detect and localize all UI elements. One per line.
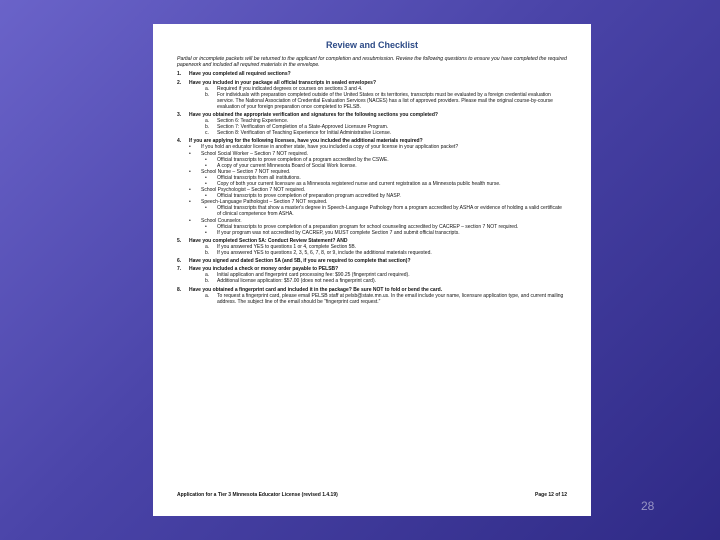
question-text: Have you completed all required sections?	[189, 71, 291, 78]
bullet-text: Official transcripts to prove completion of a preparation program for school counseling accredited by CACREP – section 7 NOT required.	[217, 223, 519, 230]
bullet-text: If you hold an educator license in another state, have you included a copy of your license in your application packet?	[201, 144, 459, 151]
sub-item-text: Section 8: Verification of Teaching Experience for Initial Administrative License.	[217, 130, 392, 137]
sub-item	[177, 92, 567, 110]
question-text: Have you included in your package all official transcripts in sealed envelopes?	[189, 79, 377, 86]
checklist-item	[177, 258, 567, 264]
bullet-text: A copy of your current Minnesota Board of Social Work license.	[217, 162, 357, 169]
sub-item	[177, 293, 567, 305]
bullet-text: Official transcripts to prove completion of a program accredited by the CSWE.	[217, 156, 389, 163]
checklist-item	[177, 266, 567, 284]
question-number: 1.	[177, 71, 182, 78]
bullet-marker: •	[189, 144, 191, 151]
document-footer	[177, 492, 567, 498]
sub-item-letter: a.	[205, 118, 210, 125]
bullet-item	[177, 205, 567, 217]
bullet-marker: •	[189, 199, 191, 206]
sub-item-text: Initial application and fingerprint card processing fee: $90.25 (fingerprint card required).	[217, 272, 410, 279]
sub-item-letter: b.	[205, 91, 210, 98]
bullet-text: Official transcripts from all institutions.	[217, 174, 301, 181]
sub-item-text: To request a fingerprint card, please email PELSB staff at pelsb@state.mn.us. In the email include your name, licensure application type, and current mailing address. The subject line of the email should be “fingerprint card request.”	[217, 292, 564, 305]
bullet-text: Official transcripts that show a master's degree in Speech-Language Pathology from a program accredited by ASHA or evidence of holding a valid certificate of clinical competence from ASHA.	[217, 205, 562, 218]
sub-item-text: Additional license application: $57.00 (does not need a fingerprint card).	[217, 278, 376, 285]
question-text: Have you obtained a fingerprint card and included it in the package? Be sure NOT to fold or bend the card.	[189, 286, 443, 293]
bullet-text: School Social Worker – Section 7 NOT required.	[201, 150, 309, 157]
slide-number: 28	[641, 499, 655, 513]
sub-item-text: Section 6: Teaching Experience.	[217, 118, 289, 125]
checklist-item	[177, 287, 567, 305]
bullet-marker: •	[189, 150, 191, 157]
bullet-marker: •	[205, 156, 207, 163]
bullet-marker: •	[205, 229, 207, 236]
question	[177, 71, 567, 77]
sub-item-text: Section 7: Verification of Completion of a State-Approved Licensure Program.	[217, 124, 389, 131]
sub-item-text: If you answered YES to questions 1 or 4, complete Section 5B.	[217, 243, 357, 250]
question-text: Have you included a check or money order payable to PELSB?	[189, 266, 339, 273]
bullet-marker: •	[189, 168, 191, 175]
sub-item-letter: c.	[205, 130, 209, 137]
checklist-item	[177, 80, 567, 110]
bullet-marker: •	[205, 181, 207, 187]
bullet-text: If your program was not accredited by CACREP, you MUST complete Section 7 and submit official transcripts.	[217, 229, 460, 236]
footer-title: Application for a Tier 3 Minnesota Educator License (revised 1.4.19)	[177, 492, 338, 498]
bullet-marker: •	[205, 205, 207, 212]
bullet-text: School Psychologist – Section 7 NOT required.	[201, 187, 306, 194]
question-number: 3.	[177, 111, 182, 118]
bullet-item	[177, 230, 567, 236]
sub-item-letter: a.	[205, 292, 210, 299]
sub-item-text: Required if you indicated degrees or courses on sections 3 and 4.	[217, 85, 363, 92]
question-text: If you are applying for the following licenses, have you included the additional materials required?	[189, 138, 423, 145]
bullet-marker: •	[189, 217, 191, 224]
checklist-item	[177, 71, 567, 77]
question-text: Have you signed and dated Section 5A (and 5B, if you are required to complete that section)?	[189, 258, 411, 265]
sub-item-letter: b.	[205, 250, 210, 257]
checklist-item	[177, 138, 567, 236]
question	[177, 258, 567, 264]
question-number: 8.	[177, 286, 182, 293]
question-text: Have you completed Section 5A: Conduct Review Statement? AND	[189, 237, 348, 244]
document-page	[153, 24, 591, 516]
bullet-marker: •	[189, 187, 191, 194]
intro-paragraph: Partial or incomplete packets will be returned to the applicant for completion and resubmission. Review the following questions to ensure you have completed the required paperwork and included all required materials in the envelope.	[177, 56, 567, 69]
sub-item-text: If you answered YES to questions 2, 3, 5, 6, 7, 8, or 9, include the additional materials requested.	[217, 250, 432, 257]
checklist-item	[177, 112, 567, 136]
bullet-marker: •	[205, 174, 207, 181]
sub-item-letter: a.	[205, 243, 210, 250]
question-number: 7.	[177, 266, 182, 273]
sub-item	[177, 250, 567, 256]
sub-item	[177, 278, 567, 284]
bullet-text: Official transcripts to prove completion of preparation program accredited by NASP.	[217, 193, 401, 200]
footer-page-number: Page 12 of 12	[535, 492, 567, 498]
bullet-text: School Nurse – Section 7 NOT required.	[201, 168, 291, 175]
bullet-text: Speech-Language Pathologist – Section 7 NOT required.	[201, 199, 328, 206]
sub-item-letter: b.	[205, 124, 210, 131]
bullet-marker: •	[205, 193, 207, 200]
question-number: 4.	[177, 138, 182, 145]
bullet-text: School Counselor.	[201, 217, 242, 224]
checklist	[177, 71, 567, 304]
bullet-marker: •	[205, 162, 207, 169]
question-number: 2.	[177, 79, 182, 86]
question-text: Have you obtained the appropriate verification and signatures for the following sections you completed?	[189, 111, 438, 118]
checklist-item	[177, 238, 567, 256]
sub-item-letter: a.	[205, 272, 210, 279]
document-title: Review and Checklist	[325, 40, 419, 50]
bullet-marker: •	[205, 223, 207, 230]
bullet-text: Copy of both your current licensure as a Minnesota registered nurse and current registration as a Minnesota public health nurse.	[217, 181, 501, 187]
question-number: 5.	[177, 237, 182, 244]
sub-item-text: For individuals with preparation completed outside of the United States or its territories, transcripts must be evaluated by a foreign credential evaluation service. The National Association of Credential Evaluation Services (NACES) has a list of approved providers. Please mail the original course-by-course evaluation of your foreign preparation once completed to PELSB.	[217, 91, 553, 110]
question-number: 6.	[177, 258, 182, 265]
sub-item-letter: a.	[205, 85, 210, 92]
sub-item-letter: b.	[205, 278, 210, 285]
sub-item	[177, 130, 567, 136]
